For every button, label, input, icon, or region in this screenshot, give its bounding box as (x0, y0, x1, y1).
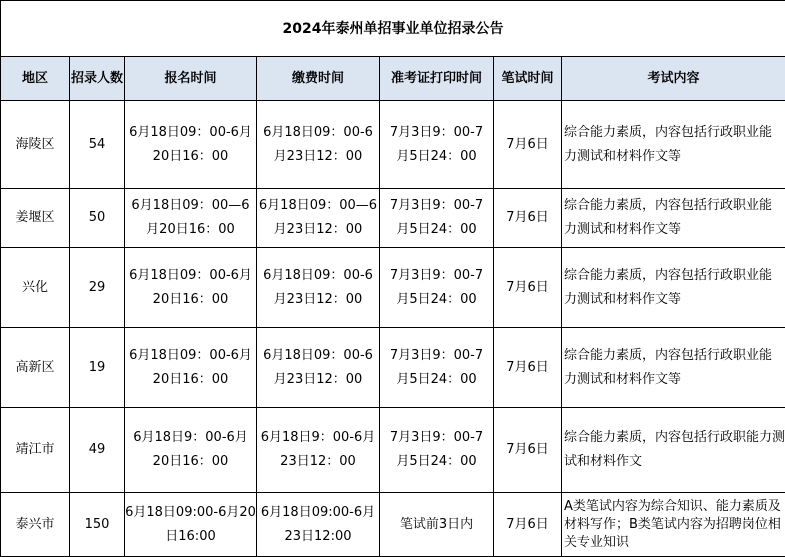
line: 月23日12：00 (274, 292, 363, 307)
cell-region: 靖江市 (1, 408, 70, 493)
line: 7月3日9：00-7 (390, 198, 483, 213)
line: 6月18日09:00-6月20 (125, 505, 256, 520)
line: 7月3日9：00-7 (390, 125, 483, 140)
line: 月23日12：00 (274, 149, 363, 164)
cell-count: 150 (70, 493, 125, 557)
cell-exam-time: 7月6日 (494, 408, 562, 493)
line: 月5日24：00 (396, 454, 476, 469)
cell-exam-time: 7月6日 (494, 248, 562, 328)
line: 综合能力素质，内容包括行政职业能 (564, 348, 772, 363)
cell-print-time (380, 189, 494, 248)
line: 7月3日9：00-7 (390, 268, 483, 283)
line: 月5日24：00 (396, 222, 476, 237)
line: 6月18日9：00-6月 (133, 430, 248, 445)
header-exam-time: 笔试时间 (494, 57, 562, 101)
cell-exam-time: 7月6日 (494, 101, 562, 189)
cell-print-time (380, 248, 494, 328)
table-title: 2024年泰州单招事业单位招录公告 (1, 1, 785, 57)
header-exam-content: 考试内容 (562, 57, 785, 101)
line: 综合能力素质，内容包括行政职业能 (564, 198, 772, 213)
line: 月20日16：00 (146, 222, 235, 237)
cell-exam-time: 7月6日 (494, 328, 562, 408)
cell-print-time (380, 101, 494, 189)
cell-print-time (380, 328, 494, 408)
table-row (1, 408, 785, 493)
table-row (1, 248, 785, 328)
line: 月23日12：00 (274, 222, 363, 237)
line: 20日16：00 (153, 292, 229, 307)
cell-exam-content (562, 493, 785, 557)
line: 6月18日09：00-6月 (129, 125, 252, 140)
cell-payment-time (257, 101, 380, 189)
line: 综合能力素质，内容包括行政职能力测 (564, 430, 785, 445)
cell-payment-time (257, 189, 380, 248)
line: 力测试和材料作文等 (564, 222, 681, 237)
cell-count: 54 (70, 101, 125, 189)
line: 7月3日9：00-7 (390, 348, 483, 363)
line: 月23日12：00 (274, 372, 363, 387)
table-row (1, 189, 785, 248)
line: 力测试和材料作文等 (564, 149, 681, 164)
cell-registration-time (125, 328, 257, 408)
header-admission-print-time: 准考证打印时间 (380, 57, 494, 101)
cell-exam-content (562, 328, 785, 408)
cell-count: 50 (70, 189, 125, 248)
header-payment-time: 缴费时间 (257, 57, 380, 101)
line: 综合能力素质，内容包括行政职业能 (564, 268, 772, 283)
table-row (1, 493, 785, 557)
line: 综合能力素质，内容包括行政职业能 (564, 125, 772, 140)
cell-exam-time: 7月6日 (494, 189, 562, 248)
cell-count: 29 (70, 248, 125, 328)
line: 6月18日09：00-6 (263, 268, 373, 283)
line: 6月18日09：00-6 (263, 348, 373, 363)
line: 20日16：00 (153, 149, 229, 164)
header-region: 地区 (1, 57, 70, 101)
line: 23日12：00 (280, 454, 356, 469)
cell-payment-time (257, 248, 380, 328)
table-row (1, 328, 785, 408)
line: 月5日24：00 (396, 372, 476, 387)
cell-count: 19 (70, 328, 125, 408)
line: 试和材料作文 (564, 454, 642, 469)
line: 材料写作；B类笔试内容为招聘岗位相 (564, 517, 781, 532)
cell-exam-content (562, 248, 785, 328)
cell-region: 兴化 (1, 248, 70, 328)
line: 6月18日09：00-6 (263, 125, 373, 140)
cell-count: 49 (70, 408, 125, 493)
cell-exam-time: 7月6日 (494, 493, 562, 557)
cell-exam-content (562, 101, 785, 189)
cell-region: 姜堰区 (1, 189, 70, 248)
cell-print-time: 笔试前3日内 (380, 493, 494, 557)
cell-region: 海陵区 (1, 101, 70, 189)
cell-registration-time (125, 493, 257, 557)
line: 20日16：00 (153, 454, 229, 469)
line: 6月18日09：00-6月 (129, 348, 252, 363)
header-row (1, 57, 785, 101)
cell-print-time (380, 408, 494, 493)
cell-registration-time (125, 189, 257, 248)
line: 6月18日09：00-6月 (129, 268, 252, 283)
line: 月5日24：00 (396, 292, 476, 307)
cell-region: 泰兴市 (1, 493, 70, 557)
line: 力测试和材料作文等 (564, 372, 681, 387)
line: 月5日24：00 (396, 149, 476, 164)
line: 6月18日9：00-6月 (261, 430, 376, 445)
cell-region: 高新区 (1, 328, 70, 408)
line: 力测试和材料作文等 (564, 292, 681, 307)
line: 6月18日09:00-6月 (261, 505, 375, 520)
cell-payment-time (257, 493, 380, 557)
line: 20日16：00 (153, 372, 229, 387)
header-count: 招录人数 (70, 57, 125, 101)
cell-exam-content (562, 189, 785, 248)
cell-registration-time (125, 248, 257, 328)
cell-exam-content (562, 408, 785, 493)
line: 关专业知识 (564, 535, 629, 550)
line: 7月3日9：00-7 (390, 430, 483, 445)
line: 23日12:00 (284, 529, 351, 544)
header-registration-time: 报名时间 (125, 57, 257, 101)
cell-registration-time (125, 101, 257, 189)
cell-payment-time (257, 408, 380, 493)
line: 日16:00 (165, 529, 215, 544)
cell-registration-time (125, 408, 257, 493)
line: 6月18日09：00—6 (259, 198, 377, 213)
cell-payment-time (257, 328, 380, 408)
line: 6月18日09：00—6 (131, 198, 249, 213)
table-row (1, 101, 785, 189)
line: A类笔试内容为综合知识、能力素质及 (564, 499, 781, 514)
